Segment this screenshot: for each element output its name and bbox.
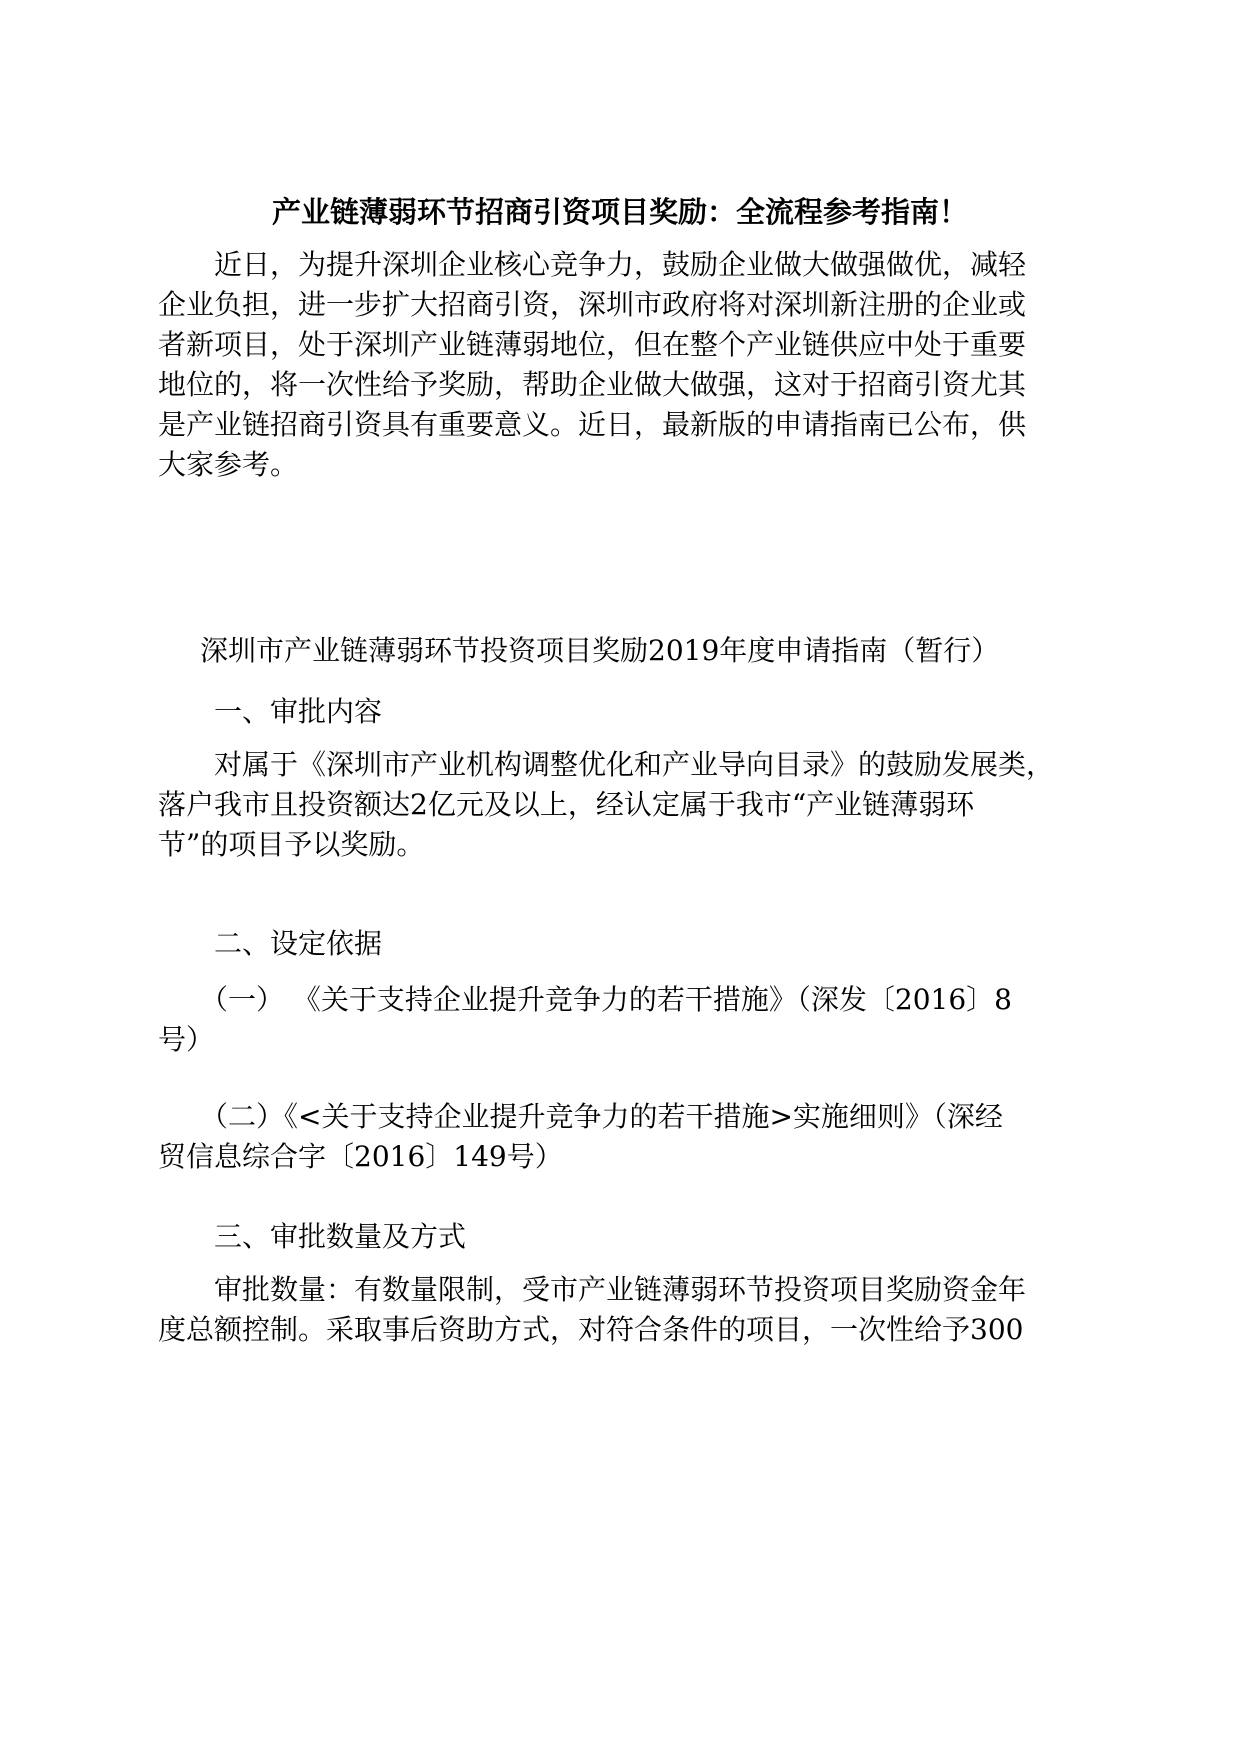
section-1-content xyxy=(158,743,1078,863)
section-3-block xyxy=(158,1213,1078,1261)
section-line: 落户我市且投资额达2亿元及以上，经认定属于我市“产业链薄弱环 xyxy=(158,788,975,821)
section-line: 度总额控制。采取事后资助方式，对符合条件的项目，一次性给予300 xyxy=(158,1313,1024,1346)
document-title: 产业链薄弱环节招商引资项目奖励：全流程参考指南！ xyxy=(271,195,968,229)
section-1-block xyxy=(158,688,1078,736)
basis-line: 贸信息综合字〔2016〕149号） xyxy=(158,1140,563,1173)
basis-2 xyxy=(158,1095,1078,1175)
section-line: 审批数量：有数量限制，受市产业链薄弱环节投资项目奖励资金年 xyxy=(214,1273,1027,1306)
intro-line: 大家参考。 xyxy=(158,448,299,481)
section-2-block xyxy=(158,920,1078,968)
intro-line: 企业负担，进一步扩大招商引资，深圳市政府将对深圳新注册的企业或 xyxy=(158,288,1027,321)
intro-line: 近日，为提升深圳企业核心竞争力，鼓励企业做大做强做优，减轻 xyxy=(214,248,1027,281)
basis-1 xyxy=(158,978,1078,1058)
section-heading: 三、审批数量及方式 xyxy=(214,1220,467,1253)
section-line: 节”的项目予以奖励。 xyxy=(158,828,425,861)
basis-line: （一） 《关于支持企业提升竞争力的若干措施》（深发〔2016〕8 xyxy=(200,983,1012,1016)
basis-line: （二）《<关于支持企业提升竞争力的若干措施>实施细则》（深经 xyxy=(200,1100,1003,1133)
intro-paragraph xyxy=(158,243,1078,483)
section-line: 对属于《深圳市产业机构调整优化和产业导向目录》的鼓励发展类， xyxy=(214,748,1055,781)
section-heading: 二、设定依据 xyxy=(214,927,383,960)
section-heading: 一、审批内容 xyxy=(214,695,383,728)
basis-line: 号） xyxy=(158,1023,215,1056)
guide-title-block xyxy=(158,627,1078,675)
guide-title: 深圳市产业链薄弱环节投资项目奖励2019年度申请指南（暂行） xyxy=(200,634,1000,667)
intro-line: 是产业链招商引资具有重要意义。近日，最新版的申请指南已公布，供 xyxy=(158,408,1027,441)
intro-line: 地位的，将一次性给予奖励，帮助企业做大做强，这对于招商引资尤其 xyxy=(158,368,1027,401)
intro-line: 者新项目，处于深圳产业链薄弱地位，但在整个产业链供应中处于重要 xyxy=(158,328,1027,361)
section-3-content xyxy=(158,1268,1078,1348)
